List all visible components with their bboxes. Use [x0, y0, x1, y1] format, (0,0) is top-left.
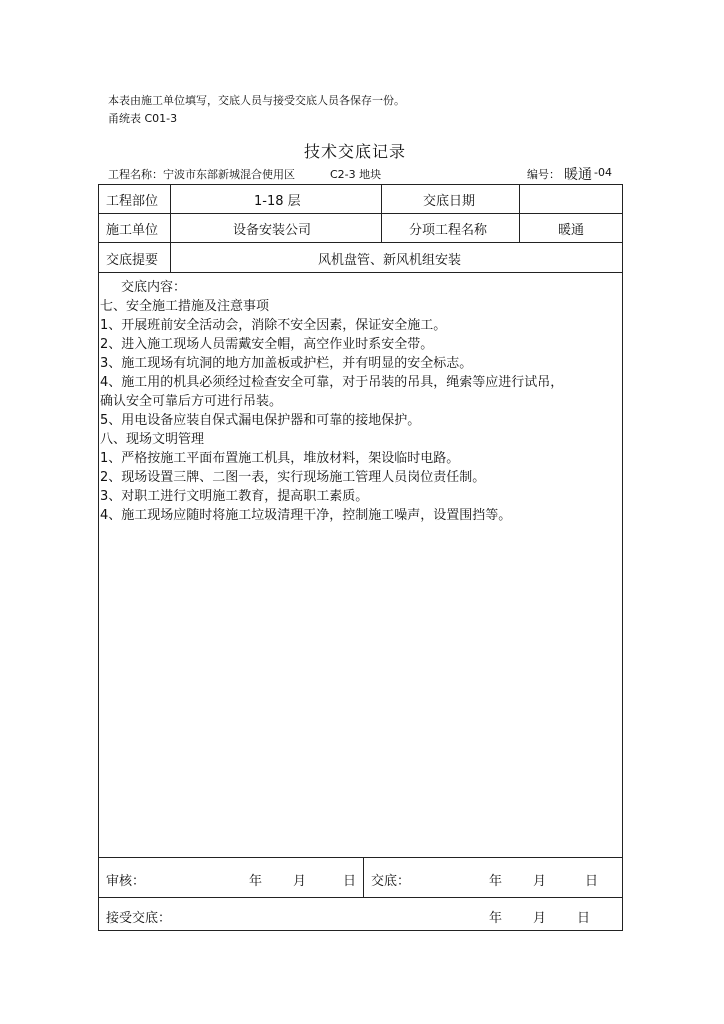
- table-rule: [98, 857, 623, 858]
- content-line: 1、开展班前安全活动会，消除不安全因素，保证安全施工。: [100, 318, 447, 333]
- table-rule: [98, 272, 623, 273]
- content-line: 3、施工现场有坑洞的地方加盖板或护栏，并有明显的安全标志。: [100, 356, 473, 371]
- table-border-bottom: [98, 930, 623, 931]
- review-month: 月: [293, 874, 307, 889]
- project-name: 工程名称：宁波市东部新城混合使用区: [108, 168, 295, 181]
- table-rule: [170, 184, 171, 272]
- table-rule: [98, 897, 623, 898]
- content-line: 1、严格按施工平面布置施工机具，堆放材料，架设临时电路。: [100, 451, 460, 466]
- content-line: 确认安全可靠后方可进行吊装。: [100, 394, 283, 409]
- handover-year: 年: [489, 874, 503, 889]
- content-line: 八、现场文明管理: [100, 432, 205, 447]
- table-rule: [519, 184, 520, 242]
- record-number-suffix: -04: [594, 166, 612, 179]
- content-heading: 交底内容：: [121, 280, 187, 295]
- receiver-month: 月: [533, 911, 547, 926]
- handover-day: 日: [585, 874, 599, 889]
- handover-label: 交底：: [371, 874, 411, 889]
- date-label: 交底日期: [423, 194, 476, 209]
- receiver-year: 年: [489, 911, 503, 926]
- content-line: 2、进入施工现场人员需戴安全帽，高空作业时系安全带。: [100, 337, 434, 352]
- summary-label: 交底提要: [106, 253, 159, 268]
- form-note: 本表由施工单位填写，交底人员与接受交底人员各保存一份。: [108, 94, 405, 107]
- content-line: 5、用电设备应装自保式漏电保护器和可靠的接地保护。: [100, 413, 421, 428]
- summary-value: 风机盘管、新风机组安装: [318, 253, 462, 268]
- table-rule: [381, 184, 382, 242]
- review-label: 审核：: [106, 874, 146, 889]
- unit-value: 设备安装公司: [233, 223, 312, 238]
- content-line: 4、施工用的机具必须经过检查安全可靠，对于吊装的吊具，绳索等应进行试吊，: [100, 375, 564, 390]
- unit-label: 施工单位: [106, 223, 159, 238]
- subitem-value: 暖通: [558, 223, 585, 238]
- content-line: 2、现场设置三牌、二图一表，实行现场施工管理人员岗位责任制。: [100, 470, 486, 485]
- table-border-right: [622, 184, 623, 931]
- review-year: 年: [249, 874, 263, 889]
- subitem-label: 分项工程名称: [409, 223, 488, 238]
- record-number-value: 暖通: [564, 167, 592, 183]
- table-rule: [98, 242, 623, 243]
- form-code: 甬统表 C01-3: [108, 112, 178, 125]
- part-label: 工程部位: [106, 194, 159, 209]
- content-line: 4、施工现场应随时将施工垃圾清理干净，控制施工噪声，设置围挡等。: [100, 508, 512, 523]
- handover-month: 月: [533, 874, 547, 889]
- content-line: 3、对职工进行文明施工教育，提高职工素质。: [100, 489, 369, 504]
- table-border-top: [98, 184, 623, 185]
- part-value: 1-18 层: [254, 194, 301, 209]
- project-block: C2-3 地块: [330, 168, 382, 181]
- receiver-day: 日: [577, 911, 591, 926]
- table-rule: [363, 857, 364, 897]
- record-number-label: 编号：: [527, 168, 560, 181]
- receiver-label: 接受交底：: [106, 911, 172, 926]
- page-title: 技术交底记录: [304, 142, 407, 161]
- table-rule: [98, 213, 623, 214]
- content-line: 七、安全施工措施及注意事项: [100, 299, 270, 314]
- review-day: 日: [343, 874, 357, 889]
- table-border-left: [98, 184, 99, 931]
